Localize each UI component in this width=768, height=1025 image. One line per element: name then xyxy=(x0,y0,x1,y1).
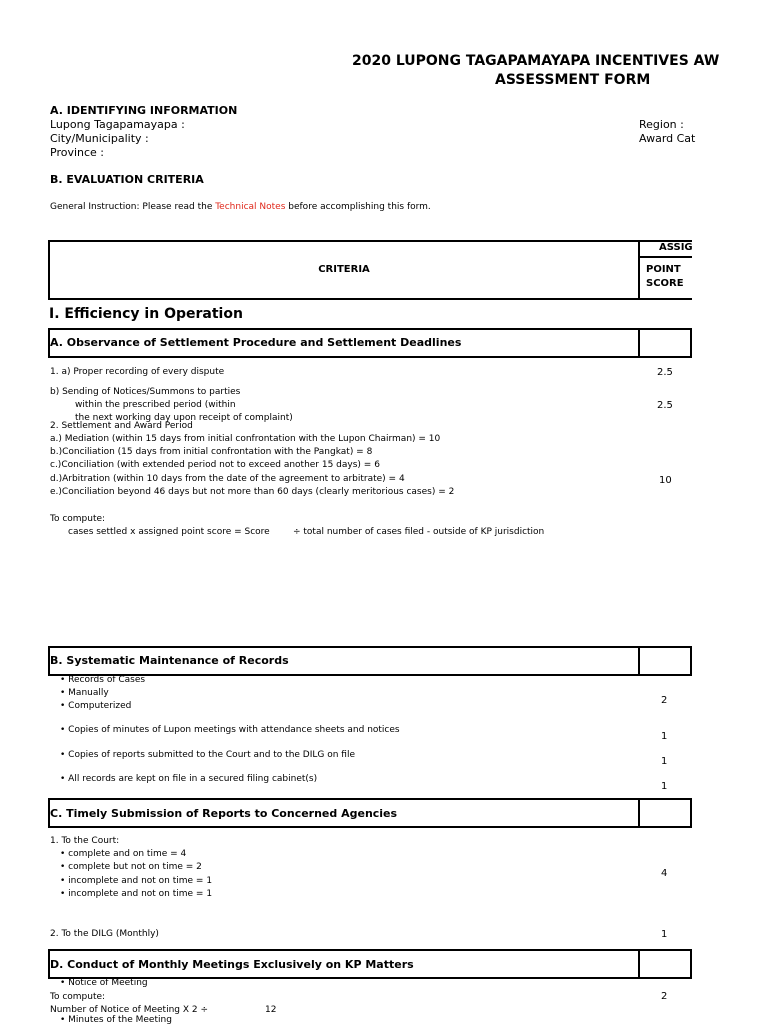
section-d-score-box xyxy=(638,949,692,979)
notices-item-line1: b) Sending of Notices/Summons to parties xyxy=(50,387,241,397)
court-complete-on-time: • complete and on time = 4 xyxy=(60,849,187,859)
reports-copies: • Copies of reports submitted to the Court and to the DILG on file xyxy=(60,750,356,760)
court-complete-not-on-time: • complete but not on time = 2 xyxy=(60,862,202,872)
technical-notes-link[interactable]: Technical Notes xyxy=(215,202,286,212)
evaluation-heading: B. EVALUATION CRITERIA xyxy=(50,173,204,186)
header-top-line xyxy=(638,240,692,242)
assigned-header: ASSIG xyxy=(659,242,693,253)
recording-item: 1. a) Proper recording of every dispute xyxy=(50,367,225,377)
province-label: Province : xyxy=(50,146,105,159)
settlement-heading: 2. Settlement and Award Period xyxy=(50,421,193,431)
section-c-title: C. Timely Submission of Reports to Concerned Agencies xyxy=(50,807,398,820)
settlement-score: 10 xyxy=(659,475,672,486)
notices-item-line2: within the prescribed period (within xyxy=(75,400,236,410)
header-divider xyxy=(638,240,640,300)
notices-score: 2.5 xyxy=(657,400,673,411)
form-title-line1: 2020 LUPONG TAGAPAMAYAPA INCENTIVES AW xyxy=(352,53,720,69)
form-title-line2: ASSESSMENT FORM xyxy=(495,72,651,88)
minutes-of-meeting: • Minutes of the Meeting xyxy=(60,1015,172,1025)
meeting-twelve: 12 xyxy=(265,1005,277,1015)
to-dilg: 2. To the DILG (Monthly) xyxy=(50,929,159,939)
court-incomplete-2: • incomplete and not on time = 1 xyxy=(60,889,213,899)
meeting-formula: Number of Notice of Meeting X 2 ÷ xyxy=(50,1005,209,1015)
compute-label: To compute: xyxy=(50,514,106,524)
filing-cabinet: • All records are kept on file in a secured filing cabinet(s) xyxy=(60,774,318,784)
records-manually: • Manually xyxy=(60,688,109,698)
minutes-copies: • Copies of minutes of Lupon meetings with attendance sheets and notices xyxy=(60,725,400,735)
point-header: POINT xyxy=(646,264,681,275)
minutes-score: 1 xyxy=(661,731,668,742)
section-d-title: D. Conduct of Monthly Meetings Exclusively on KP Matters xyxy=(50,958,414,971)
settlement-extended: c.)Conciliation (with extended period not to exceed another 15 days) = 6 xyxy=(50,460,380,470)
to-court-heading: 1. To the Court: xyxy=(50,836,120,846)
recording-score: 2.5 xyxy=(657,367,673,378)
reports-score: 1 xyxy=(661,756,668,767)
court-incomplete-1: • incomplete and not on time = 1 xyxy=(60,876,213,886)
section-b-title: B. Systematic Maintenance of Records xyxy=(50,654,289,667)
settlement-arbitration: d.)Arbitration (within 10 days from the date of the agreement to arbitrate) = 4 xyxy=(50,474,405,484)
court-score: 4 xyxy=(661,868,668,879)
award-category-label: Award Cat xyxy=(639,132,696,145)
dilg-score: 1 xyxy=(661,929,668,940)
section-a-title: A. Observance of Settlement Procedure and Settlement Deadlines xyxy=(50,336,462,349)
settlement-conciliation: b.)Conciliation (15 days from initial confrontation with the Pangkat) = 8 xyxy=(50,447,373,457)
section-efficiency-title: I. Efficiency in Operation xyxy=(49,306,243,322)
records-of-cases: • Records of Cases xyxy=(60,675,146,685)
compute-divisor: ÷ total number of cases filed - outside of KP jurisdiction xyxy=(293,527,545,537)
meeting-score: 2 xyxy=(661,991,668,1002)
records-computerized: • Computerized xyxy=(60,701,132,711)
general-instruction: General Instruction: Please read the Technical Notes before accomplishing this form. xyxy=(50,202,431,212)
notices-item-line3: the next working day upon receipt of complaint) xyxy=(75,413,293,423)
identifying-heading: A. IDENTIFYING INFORMATION xyxy=(50,104,238,117)
region-label: Region : xyxy=(639,118,684,131)
score-header: SCORE xyxy=(646,278,684,289)
city-label: City/Municipality : xyxy=(50,132,149,145)
section-c-score-box xyxy=(638,798,692,828)
settlement-mediation: a.) Mediation (within 15 days from initial confrontation with the Lupon Chairman) = 10 xyxy=(50,434,441,444)
settlement-beyond: e.)Conciliation beyond 46 days but not more than 60 days (clearly meritorious cases) = 2 xyxy=(50,487,455,497)
meeting-compute-label: To compute: xyxy=(50,992,106,1002)
filing-score: 1 xyxy=(661,781,668,792)
lupon-label: Lupong Tagapamayapa : xyxy=(50,118,185,131)
records-score: 2 xyxy=(661,695,668,706)
criteria-header: CRITERIA xyxy=(318,264,370,275)
compute-formula: cases settled x assigned point score = Score xyxy=(68,527,270,537)
section-b-score-box xyxy=(638,646,692,676)
section-a-score-box xyxy=(638,328,692,358)
notice-of-meeting: • Notice of Meeting xyxy=(60,978,148,988)
